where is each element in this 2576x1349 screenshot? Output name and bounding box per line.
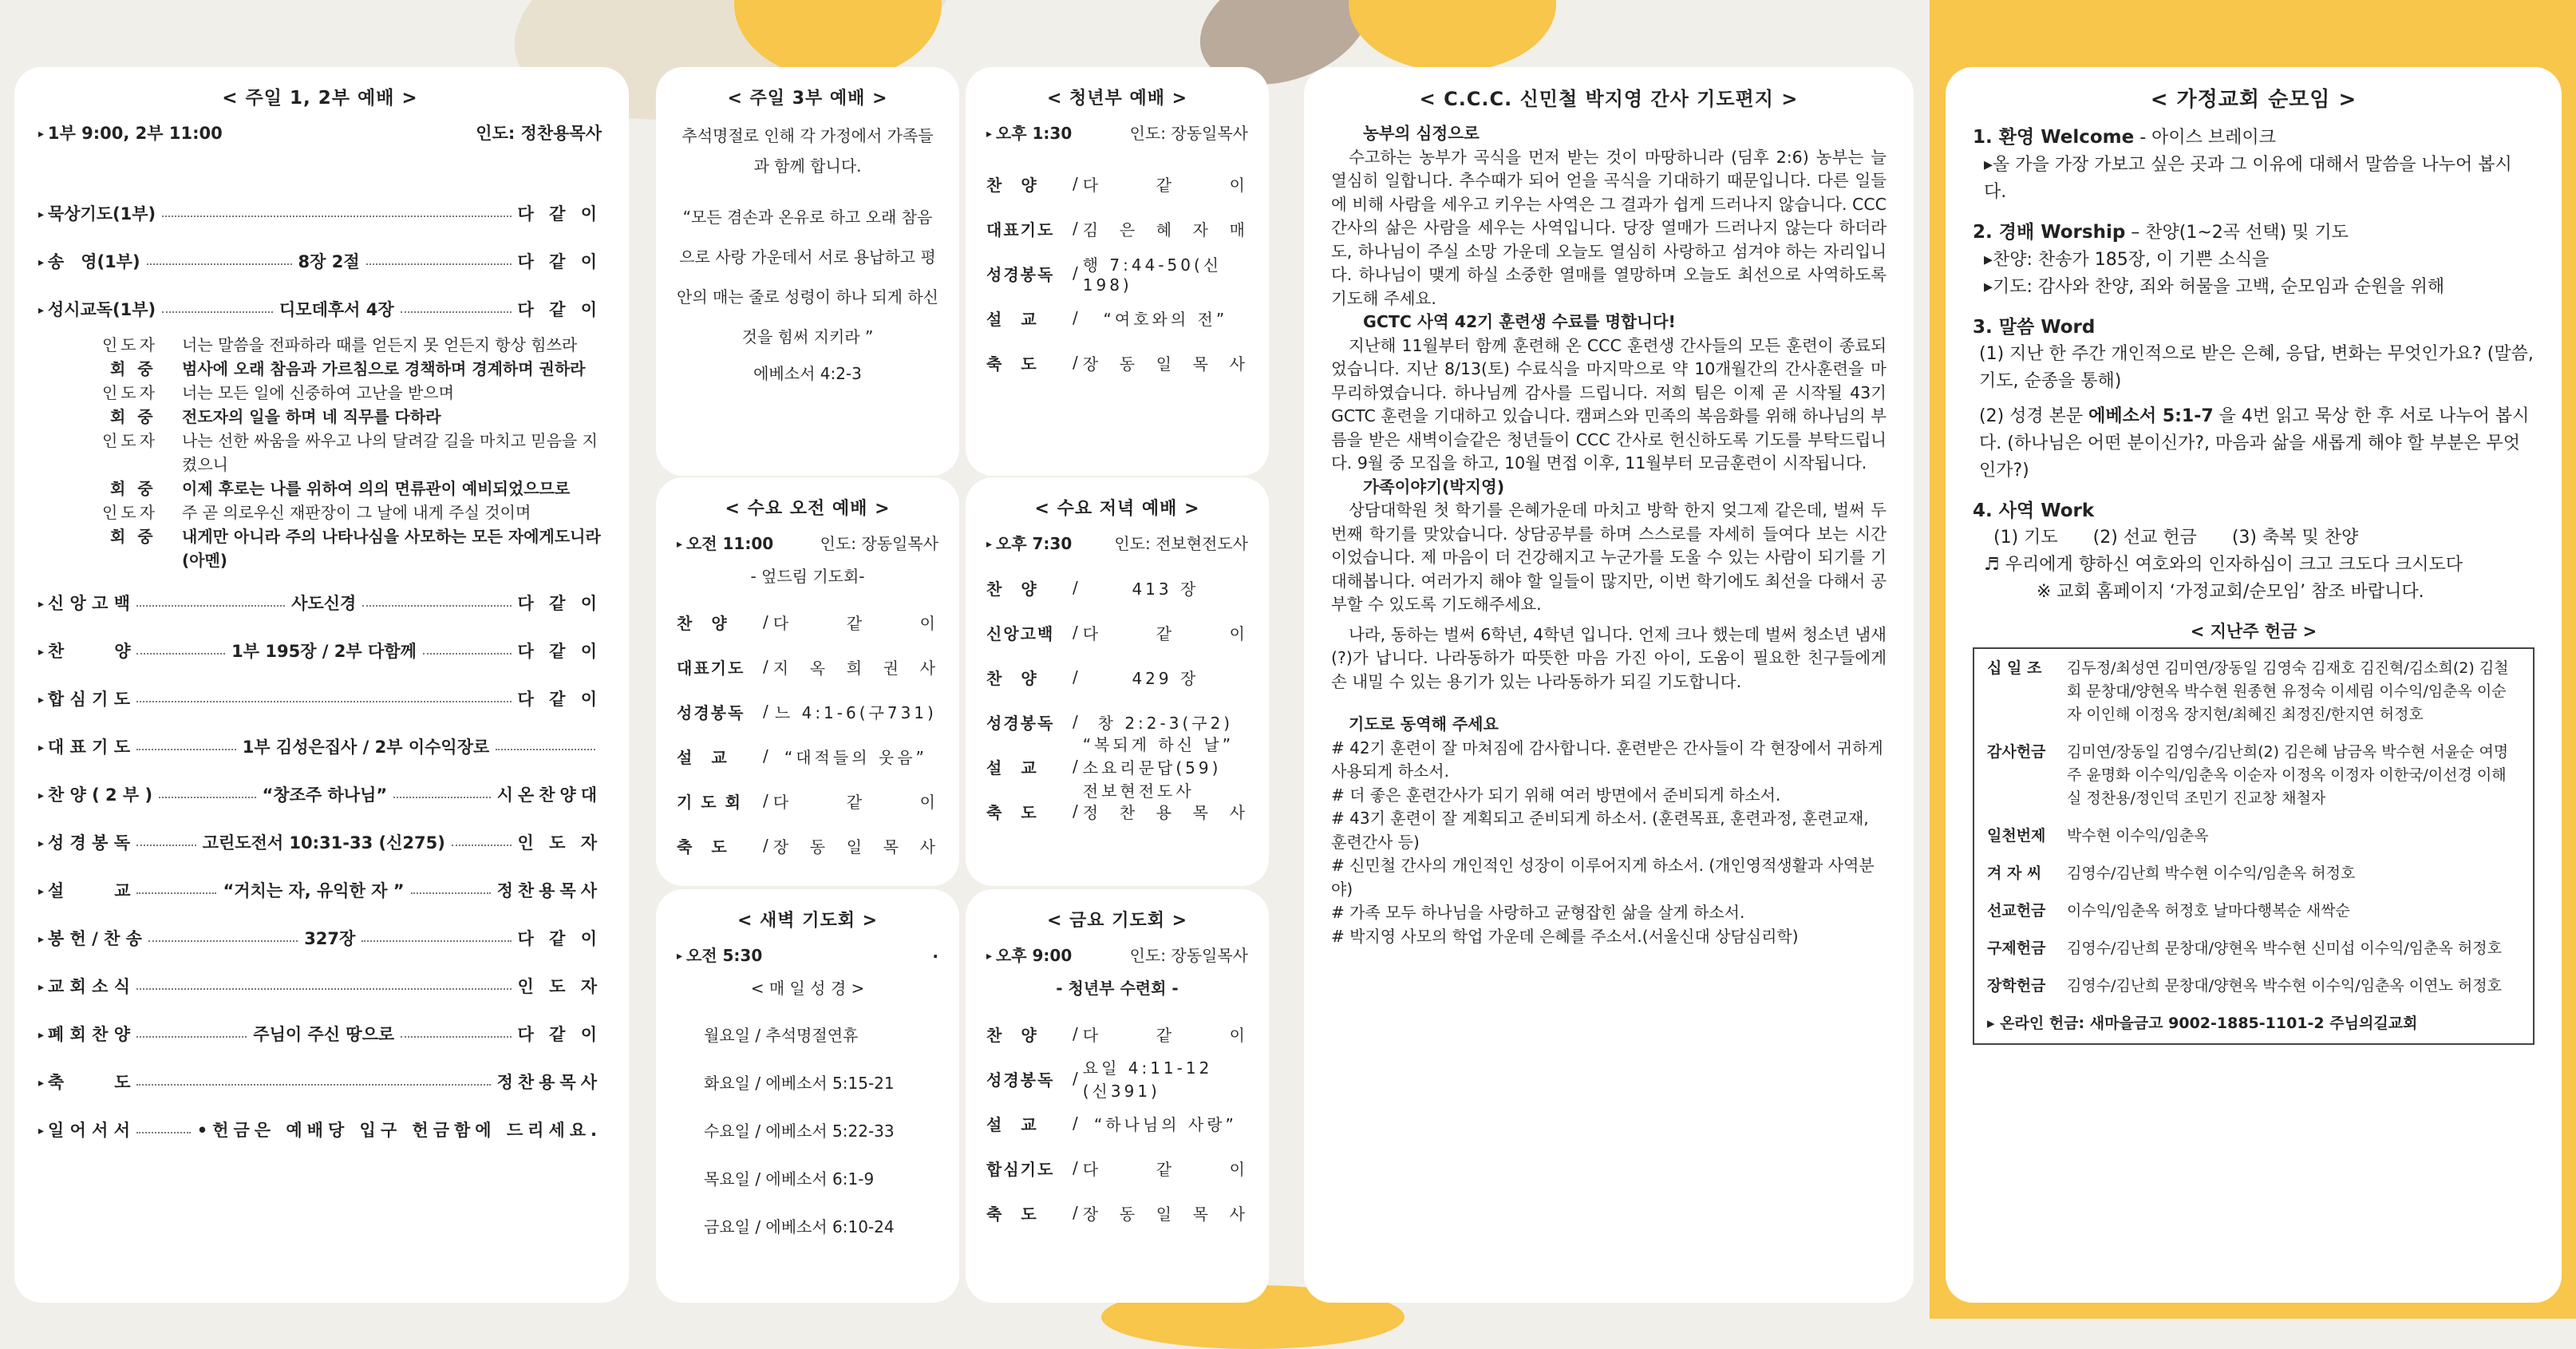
letter-paragraph: 상담대학원 첫 학기를 은혜가운데 마치고 방학 한지 엊그제 같은데, 벌써 두번째 학기를 맞았습니다. 상담공부를 하며 스스로를 자세히 들여다 보는 시간이었습니다. 제 마음이 더 건강해지고 누군가를 도울 수 있는 사람이 되기를 기대해봅니다. 여러가지 해야 할 일들이 많지만, 이번 학기에도 최선을 다해서 공부할 수 있도록 기도해주세요.	[1331, 500, 1887, 614]
order-row	[38, 914, 602, 962]
order-row	[38, 722, 602, 770]
offering-type: 감사헌금	[1987, 743, 2046, 761]
order-label: ▸ 대 표 기 도	[38, 734, 130, 758]
subtitle: - 엎드림 기도회-	[750, 567, 865, 586]
offering-row	[1987, 900, 2520, 923]
panel-title: < 주일 1, 2부 예배 >	[222, 88, 418, 109]
offering-names: 김미연/장동일 김영수/김난희(2) 김은혜 남금옥 박수현 서윤순 여명주 윤명화 이수익/임춘옥 이순자 이정옥 이정자 이한국/이선경 이해실 정찬용/정인덕 조민기 진교창 채철자	[2067, 743, 2509, 807]
leader-dots	[136, 1084, 490, 1086]
service-row	[677, 689, 938, 734]
order-label: ▸ 교 회 소 식	[38, 974, 130, 998]
separator: /	[763, 746, 768, 765]
offering-box	[1973, 647, 2535, 1045]
order-content: “거치는 자, 유익한 자 ”	[223, 881, 405, 900]
responsive-reading	[102, 333, 602, 572]
separator: /	[1073, 353, 1078, 372]
daily-bible-item: 목요일 / 에베소서 6:1-9	[704, 1169, 875, 1189]
service-row	[986, 610, 1248, 655]
leader-dots	[148, 940, 298, 942]
order-row	[38, 189, 602, 237]
service-item: 성경봉독	[677, 702, 745, 722]
order-content: 디모데후서 4장	[279, 300, 394, 319]
letter-heading: 가족이야기(박지영)	[1363, 477, 1505, 496]
order-responsible: 인 도 자	[517, 977, 602, 996]
schedule-line: ▸ 오후 9:00 인도: 장동일목사	[986, 943, 1248, 966]
offering-names: 박수현 이수익/임춘옥	[2067, 827, 2209, 845]
service-value: 다 같 이	[1082, 623, 1248, 643]
service-item: 성경봉독	[986, 1070, 1055, 1090]
separator: /	[1073, 712, 1078, 731]
leader-dots	[136, 605, 285, 607]
service-item: 찬 양	[677, 613, 729, 633]
letter-paragraph: 지난해 11월부터 함께 훈련해 온 CCC 훈련생 간사들의 모든 훈련이 종료되었습니다. 지난 8/13(토) 수료식을 마지막으로 약 10개월간의 간사훈련을 마무리하였습니다. 하나님께 감사를 드립니다. 저희 팀은 이제 곧 시작될 43기 GCTC 훈련을 기대하고 있습니다. 캠퍼스와 민족의 복음화를 위해 하나님의 부름을 받은 새벽이슬같은 청년들이 CCC 간사로 헌신하도록 기도를 부탁드립니다. 9월 중 모집을 하고, 10월 면접 이후, 11월부터 모금훈련이 시작됩니다.	[1331, 335, 1887, 473]
home-church-panel	[1946, 67, 2562, 1303]
separator: /	[763, 791, 768, 810]
prayer-requests	[1331, 713, 1887, 948]
order-label: ▸ 축 도	[38, 1070, 130, 1094]
leader-dots	[362, 605, 511, 607]
service-rows	[986, 1011, 1248, 1235]
order-content: 사도신경	[291, 594, 357, 613]
speaker: 회 중	[110, 479, 156, 498]
service-row	[677, 599, 938, 644]
letter-paragraph: 나라, 동하는 벌써 6학년, 4학년 입니다. 언제 크나 했는데 벌써 청소년 냄새(?)가 납니다. 나라동하가 따뜻한 마음 가진 아이, 도움이 필요한 친구들에게 손 내밀 수 있는 용기가 있는 나라동하가 되길 기도합니다.	[1331, 624, 1887, 691]
daily-bible-item: 수요일 / 에베소서 5:22-33	[704, 1122, 895, 1141]
service-value: 413 장	[1132, 579, 1199, 599]
prayer-item: # 43기 훈련이 잘 계획되고 준비되게 하소서. (훈련목표, 훈련과정, 훈련교재, 훈련간사 등)	[1331, 809, 1869, 852]
order-responsible: 다 같 이	[517, 642, 603, 661]
prayer-letter-panel	[1304, 67, 1914, 1303]
service-value: 정 찬 용 목 사	[1082, 802, 1248, 822]
notice-text: 추석명절로 인해 각 가정에서 가족들과 함께 합니다.	[682, 126, 934, 176]
prayer-title: 기도로 동역해 주세요	[1349, 714, 1499, 734]
prayer-item: # 42기 훈련이 잘 마쳐짐에 감사합니다. 훈련받은 간사들이 각 현장에서 귀하게 사용되게 하소서.	[1331, 738, 1883, 781]
offering-type: 장학헌금	[1987, 977, 2046, 995]
service-value: 장 동 일 목 사	[1082, 354, 1248, 374]
subtitle: - 청년부 수련회 -	[1056, 979, 1179, 998]
service-value: 장 동 일 목 사	[1082, 1204, 1248, 1224]
order-content: 1부 195장 / 2부 다함께	[231, 642, 417, 661]
offering-type: 구제헌금	[1987, 940, 2046, 957]
order-row	[38, 237, 602, 285]
leader-dots	[411, 892, 491, 894]
separator: /	[1073, 801, 1078, 821]
background-blob-yellow-2	[1349, 0, 1556, 72]
service-item: 찬 양	[986, 668, 1038, 688]
service-value: 행 7:44-50(신198)	[1082, 255, 1223, 295]
service-value: “여호와의 전”	[1103, 309, 1228, 329]
order-content: “창조주 하나님”	[262, 785, 388, 805]
panel-title: < 가정교회 순모임 >	[2150, 88, 2357, 112]
order-label: ▸ 설 교	[38, 878, 130, 902]
friday-prayer-panel	[966, 889, 1269, 1303]
letter-body	[1331, 122, 1887, 694]
service-value: 창 2:2-3(구2)	[1097, 713, 1234, 733]
responsive-line	[102, 429, 602, 477]
leader-dots	[136, 749, 236, 750]
sunday-3-worship-panel	[656, 67, 959, 476]
service-value: “대적들의 웃음”	[784, 747, 927, 767]
service-value: 다 같 이	[1082, 175, 1248, 195]
order-label: ▸ 성시교독(1부)	[38, 297, 156, 321]
service-value: 요일 4:11-12 (신391)	[1082, 1058, 1213, 1101]
schedule-line: ▸ 오전 5:30 .	[677, 943, 938, 966]
order-label: ▸ 일 어 서 서	[38, 1118, 130, 1141]
leader-dots	[366, 263, 512, 265]
reading-text: 전도자의 일을 하며 네 직무를 다하라	[182, 407, 441, 426]
separator: /	[1073, 578, 1078, 597]
separator: /	[1073, 308, 1078, 327]
order-responsible: 인 도 자	[517, 833, 602, 853]
responsive-line	[102, 500, 602, 524]
order-responsible: 다 같 이	[517, 252, 603, 271]
offering-names: 김두정/최성연 김미연/장동일 김영숙 김재호 김진혁/김소희(2) 김철회 문창대/양현옥 박수현 원종현 유정숙 이세림 이수익/임춘옥 이순자 이인해 이정옥 장지현/최혜진 최정진/한지연 허정호	[2067, 659, 2509, 723]
online-offering-account: ▸ 온라인 헌금: 새마을금고 9002-1885-1101-2 주님의길교회	[1987, 1015, 2418, 1032]
order-responsible: 정찬용목사	[496, 881, 603, 900]
leader-dots	[162, 216, 511, 217]
service-item: 설 교	[986, 309, 1038, 329]
service-row	[986, 1190, 1248, 1235]
schedule-line: ▸ 오후 7:30 인도: 전보현전도사	[986, 531, 1248, 554]
leader-dots	[393, 797, 490, 798]
reading-text: 나는 선한 싸움을 싸우고 나의 달려갈 길을 마치고 믿음을 지켰으니	[182, 431, 598, 474]
panel-title: < 청년부 예배 >	[1046, 89, 1188, 109]
service-rows	[986, 161, 1248, 385]
offering-names: 김영수/김난희 박수현 이수익/임춘옥 허정호	[2067, 864, 2356, 882]
service-row	[677, 734, 938, 778]
reading-text: 너는 말씀을 전파하라 때를 얻든지 못 얻든지 항상 힘쓰라	[182, 335, 578, 354]
responsive-line	[102, 333, 602, 357]
offering-names: 김영수/김난희 문창대/양현옥 박수현 이수익/임춘옥 이연노 허정호	[2067, 977, 2502, 995]
leader-dots	[401, 311, 512, 313]
service-value: 다 같 이	[1082, 1025, 1248, 1045]
order-row	[38, 627, 602, 674]
service-rows	[986, 565, 1248, 833]
subtitle: < 매 일 성 경 >	[750, 979, 865, 998]
reading-text: 범사에 오래 참음과 가르침으로 경책하며 경계하며 권하라	[182, 359, 586, 378]
responsive-line	[102, 357, 602, 381]
order-row	[38, 285, 602, 333]
order-list-a	[38, 189, 602, 333]
offering-title: < 지난주 헌금 >	[2190, 622, 2317, 641]
service-rows	[677, 599, 938, 868]
dawn-prayer-panel	[656, 889, 959, 1303]
order-row	[38, 818, 602, 866]
service-value: 김 은 혜 자 매	[1082, 220, 1248, 239]
leader-dots	[159, 797, 255, 798]
service-value: 다 같 이	[772, 792, 938, 812]
speaker: 인도자	[102, 383, 158, 402]
order-responsible: 다 같 이	[517, 594, 602, 613]
service-row	[986, 251, 1248, 295]
service-row	[986, 655, 1248, 699]
order-responsible: 다 같 이	[517, 204, 602, 224]
speaker: 인도자	[102, 335, 158, 354]
separator: /	[1073, 1069, 1078, 1088]
prayer-item: # 신민철 간사의 개인적인 성장이 이루어지게 하소서. (개인영적생활과 사역분야)	[1331, 856, 1875, 899]
daily-bible-list	[677, 1011, 938, 1251]
service-row	[986, 1145, 1248, 1190]
order-content: 327장	[304, 929, 356, 948]
order-label: ▸ 묵상기도(1부)	[38, 201, 156, 225]
order-content: 8장 2절	[298, 252, 360, 271]
order-label: ▸ 합 심 기 도	[38, 686, 130, 710]
offering-type: 일천번제	[1987, 827, 2046, 845]
service-row	[986, 340, 1248, 385]
service-row	[986, 161, 1248, 206]
reading-text: 이제 후로는 나를 위하여 의의 면류관이 예비되었으므로	[182, 479, 571, 498]
letter-heading: 농부의 심정으로	[1363, 124, 1480, 143]
order-list-b	[38, 579, 602, 1153]
offering-row	[1987, 657, 2520, 726]
leader-dots	[162, 311, 273, 313]
leader-dots	[136, 892, 216, 894]
section-worship: 2. 경배 Worship – 찬양(1~2곡 선택) 및 기도 ▸찬양: 찬송가 185장, 이 기쁜 소식을 ▸기도: 감사와 찬양, 죄와 허물을 고백, 순모임과 순원을 위해	[1973, 222, 2445, 297]
wednesday-am-panel	[656, 477, 959, 886]
section-word: 3. 말씀 Word (1) 지난 한 주간 개인적으로 받은 은혜, 응답, 변화는 무엇인가요? (말씀, 기도, 순종을 통해) (2) 성경 본문 에베소서 5:1-7 을 4번 읽고 묵상 한 후 서로 나누어 봅시다. (하나님은 어떤 분이신가?, 마음과 삶을 새롭게 해야 할 부분은 무엇인가?)	[1973, 317, 2534, 481]
offering-type: 겨 자 씨	[1987, 864, 2042, 882]
order-responsible: 정찬용목사	[496, 1073, 602, 1092]
leader-dots	[136, 1132, 191, 1133]
leader-dots	[362, 940, 511, 942]
youth-worship-panel	[966, 67, 1269, 476]
separator: /	[1073, 1158, 1078, 1177]
reading-text: 내게만 아니라 주의 나타나심을 사모하는 모든 자에게도니라 (아멘)	[182, 527, 601, 570]
service-item: 설 교	[677, 747, 729, 767]
order-responsible: •헌금은 예배당 입구 헌금함에 드리세요.	[196, 1121, 602, 1140]
order-label: ▸ 봉 헌 / 찬 송	[38, 926, 142, 950]
order-content: 1부 김성은집사 / 2부 이수익장로	[242, 738, 490, 757]
order-responsible: 다 같 이	[517, 690, 602, 709]
separator: /	[763, 836, 768, 855]
speaker: 인도자	[102, 431, 158, 450]
letter-paragraph: 수고하는 농부가 곡식을 먼저 받는 것이 마땅하니라 (딤후 2:6) 농부는 늘 열심히 일합니다. 추수때가 되어 얻을 곡식을 기대하기 때문입니다. 다른 일들에 비해 사람을 세우고 키우는 사역은 그 결과가 쉽게 드러나지 않습니다. CCC간사의 삶은 사람을 세우는 사역입니다. 당장 열매가 드러나지 않는다 하더라도, 하나님이 주실 소망 가운데 오늘도 열심히 사랑하고 섬겨야 하는 자리입니다. 하나님이 맺게 하실 소중한 열매를 열망하며 오늘도 최선으로 사역하도록 기도해 주세요.	[1331, 147, 1887, 308]
separator: /	[1073, 263, 1078, 283]
leader-dots	[423, 653, 512, 655]
order-row	[38, 866, 602, 914]
prayer-item: # 더 좋은 훈련간사가 되기 위해 여러 방면에서 준비되게 하소서.	[1331, 785, 1781, 805]
speaker: 인도자	[102, 503, 158, 522]
service-item: 찬 양	[986, 1025, 1038, 1045]
offering-row	[1987, 937, 2520, 960]
responsive-line	[102, 381, 602, 405]
order-row	[38, 579, 602, 627]
service-item: 설 교	[986, 758, 1038, 777]
separator: /	[763, 612, 768, 631]
service-row	[677, 644, 938, 689]
service-row	[986, 1011, 1248, 1056]
reading-text: 주 곧 의로우신 재판장이 그 날에 내게 주실 것이며	[182, 503, 531, 522]
order-responsible: 다 같 이	[517, 929, 603, 948]
service-value: “복되게 하신 날” 소요리문답(59) 전보현전도사	[1082, 734, 1235, 801]
daily-bible-item: 월요일 / 추석명절연휴	[704, 1026, 859, 1045]
order-content: 주님이 주신 땅으로	[253, 1025, 395, 1044]
offering-row	[1987, 862, 2520, 885]
service-value: 지 옥 희 권 사	[772, 658, 938, 678]
order-row	[38, 770, 602, 818]
leader-dots	[147, 263, 292, 265]
service-item: 축 도	[986, 354, 1038, 374]
separator: /	[1073, 1024, 1078, 1043]
service-item: 축 도	[986, 802, 1038, 822]
service-row	[986, 565, 1248, 610]
leader-dots	[136, 845, 196, 846]
section-work: 4. 사역 Work (1) 기도 (2) 선교 헌금 (3) 축복 및 찬양 ♬ 우리에게 향하신 여호와의 인자하심이 크고 크도다 크시도다 ※ 교회 홈페이지 ‘가정교회/순모임’ 참조 바랍니다.	[1973, 500, 2463, 602]
service-item: 대표기도	[986, 220, 1055, 239]
responsive-line	[102, 524, 602, 572]
separator: /	[1073, 667, 1078, 686]
speaker: 회 중	[110, 359, 156, 378]
separator: /	[763, 657, 768, 676]
service-value: 느 4:1-6(구731)	[774, 702, 937, 722]
order-label: ▸ 찬 양 ( 2 부 )	[38, 782, 152, 806]
service-row	[677, 778, 938, 823]
service-row	[986, 206, 1248, 251]
service-item: 축 도	[986, 1204, 1038, 1224]
service-item: 기 도 회	[677, 792, 742, 812]
worship-time: ▸ 1부 9:00, 2부 11:00 인도: 정찬용목사	[38, 121, 602, 144]
service-row	[986, 295, 1248, 340]
service-item: 신앙고백	[986, 623, 1055, 643]
service-value: 다 같 이	[772, 613, 938, 633]
service-value: “하나님의 사랑”	[1093, 1114, 1237, 1134]
separator: /	[1073, 219, 1078, 238]
sunday-12-worship-panel	[14, 67, 629, 1303]
verse-text: “모든 겸손과 온유로 하고 오래 참음으로 사랑 가운데서 서로 용납하고 평안의 매는 줄로 성령이 하나 되게 하신 것을 힘써 지키라 ”	[677, 208, 938, 346]
panel-title: < 금요 기도회 >	[1046, 911, 1188, 931]
leader-dots	[136, 988, 512, 990]
order-row	[38, 1106, 602, 1153]
leader-dots	[452, 845, 512, 846]
leader-dots	[401, 1036, 511, 1038]
separator: /	[1073, 174, 1078, 193]
service-item: 축 도	[677, 837, 729, 856]
separator: /	[763, 702, 768, 721]
order-label: ▸ 송 영(1부)	[38, 249, 140, 273]
order-row	[38, 962, 602, 1010]
panel-title: < 수요 저녁 예배 >	[1034, 499, 1200, 519]
service-item: 대표기도	[677, 658, 745, 678]
panel-title: < 수요 오전 예배 >	[725, 499, 891, 519]
offering-type: 선교헌금	[1987, 902, 2046, 920]
service-row	[677, 823, 938, 868]
offering-row	[1987, 975, 2520, 998]
section-welcome: 1. 환영 Welcome - 아이스 브레이크 ▸올 가을 가장 가보고 싶은 곳과 그 이유에 대해서 말씀을 나누어 봅시다.	[1973, 127, 2512, 202]
verse-ref: 에베소서 4:2-3	[753, 364, 862, 383]
order-label: ▸ 성 경 봉 독	[38, 830, 130, 854]
service-item: 성경봉독	[986, 713, 1055, 733]
service-row	[986, 1056, 1248, 1101]
service-item: 찬 양	[986, 175, 1038, 195]
order-responsible: 시온찬양대	[496, 785, 602, 805]
reading-text: 너는 모든 일에 신중하여 고난을 받으며	[182, 383, 454, 402]
leader-dots	[136, 1036, 247, 1038]
service-row	[986, 734, 1248, 801]
schedule-line: ▸ 오전 11:00 인도: 장동일목사	[677, 531, 938, 554]
service-item: 찬 양	[986, 579, 1038, 599]
service-value: 장 동 일 목 사	[772, 837, 938, 856]
order-responsible: 다 같 이	[517, 300, 602, 319]
separator: /	[1073, 623, 1078, 642]
speaker: 회 중	[110, 407, 156, 426]
schedule-line: ▸ 오후 1:30 인도: 장동일목사	[986, 121, 1248, 144]
order-label: ▸ 폐 회 찬 양	[38, 1022, 130, 1046]
responsive-line	[102, 405, 602, 429]
responsive-line	[102, 477, 602, 500]
offering-row	[1987, 741, 2520, 810]
offering-row	[1987, 825, 2520, 848]
service-value: 429 장	[1132, 668, 1199, 688]
panel-title: < 새벽 기도회 >	[737, 911, 879, 931]
leader-dots	[496, 749, 595, 750]
speaker: 회 중	[110, 527, 156, 546]
letter-heading: GCTC 사역 42기 훈련생 수료를 명합니다!	[1363, 312, 1676, 331]
offering-type: 십 일 조	[1987, 659, 2042, 677]
order-row	[38, 1058, 602, 1106]
service-item: 합심기도	[986, 1159, 1055, 1179]
order-row	[38, 1010, 602, 1058]
service-item: 설 교	[986, 1114, 1038, 1134]
panel-title: < C.C.C. 신민철 박지영 간사 기도편지 >	[1419, 88, 1799, 110]
separator: /	[1073, 1203, 1078, 1222]
panel-title: < 주일 3부 예배 >	[727, 89, 888, 109]
service-item: 성경봉독	[986, 264, 1055, 284]
wednesday-pm-panel	[966, 477, 1269, 886]
offering-names: 김영수/김난희 문창대/양현옥 박수현 신미섭 이수익/임춘옥 허정호	[2067, 940, 2502, 957]
service-row	[986, 1101, 1248, 1145]
daily-bible-item: 화요일 / 에베소서 5:15-21	[704, 1074, 895, 1093]
service-value: 다 같 이	[1082, 1159, 1248, 1179]
order-label: ▸ 찬 양	[38, 639, 130, 663]
order-content: 고린도전서 10:31-33 (신275)	[202, 833, 445, 853]
leader-dots	[136, 653, 225, 655]
separator: /	[1073, 1114, 1078, 1133]
separator: /	[1073, 757, 1078, 776]
leader-dots	[136, 701, 512, 702]
order-responsible: 다 같 이	[517, 1025, 603, 1044]
prayer-item: # 박지영 사모의 학업 가운데 은혜를 주소서.(서울신대 상담심리학)	[1331, 926, 1799, 946]
prayer-item: # 가족 모두 하나님을 사랑하고 균형잡힌 삶을 살게 하소서.	[1331, 903, 1745, 922]
offering-names: 이수익/임춘옥 허정호 날마다행복순 새싹순	[2067, 902, 2350, 920]
daily-bible-item: 금요일 / 에베소서 6:10-24	[704, 1217, 895, 1236]
order-label: ▸ 신 앙 고 백	[38, 591, 130, 615]
order-row	[38, 674, 602, 722]
